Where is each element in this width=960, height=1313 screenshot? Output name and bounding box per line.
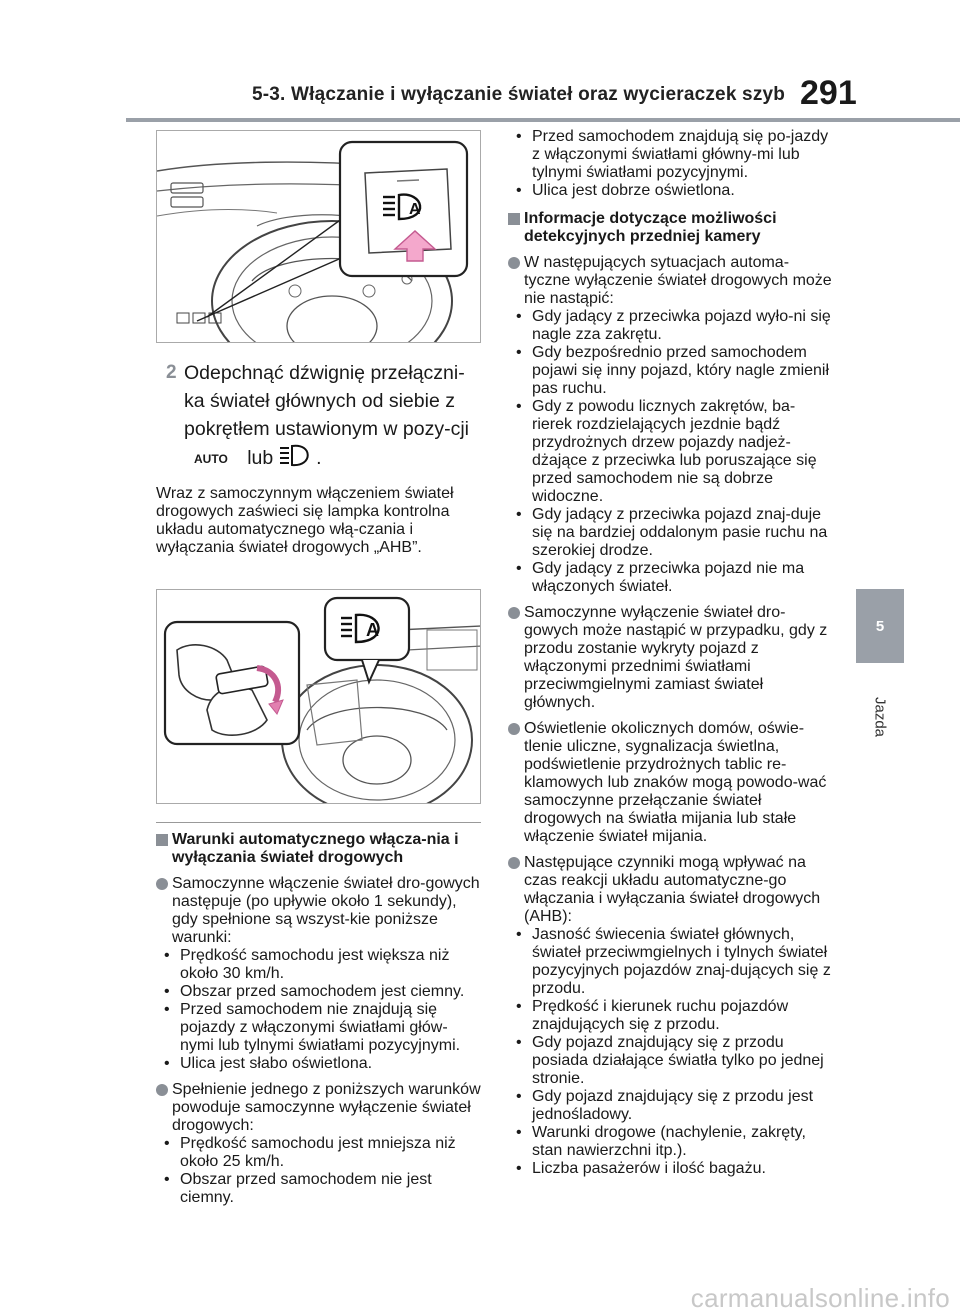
square-bullet-icon [508,213,520,225]
list-item: • Obszar przed samochodem jest ciemny. [156,983,481,1001]
bullet-response-factors [508,854,833,926]
step-2-text: Odepchnąć dźwignię przełączni-ka świateł głównych od siebie z pokrętłem ustawionym w pozy-cji [184,362,470,440]
square-bullet-icon [156,834,168,846]
circle-bullet-icon [508,723,520,735]
list-item: • Gdy pojazd znajdujący się z przodu jest jednośladowy. [508,1088,833,1124]
bullet-text: Samoczynne wyłączenie świateł dro-gowych może nastąpić w przypadku, gdy z przodu zostanie wykryty pojazd z włączonymi przednimi światłami przeciwmgielnymi zamiast świateł głównych. [524,604,828,711]
headlight-icon [279,443,311,475]
list-item: • Prędkość samochodu jest mniejsza niż około 25 km/h. [156,1135,481,1171]
section-header-title: 5-3. Włączanie i wyłączanie świateł oraz wycieraczek szyb [252,84,786,105]
bullet-activation-conditions [156,875,481,947]
chapter-label-container [869,682,891,752]
step-2-end: . [316,447,322,470]
step-2 [156,359,481,475]
list-item: • Obszar przed samochodem nie jest ciemny. [156,1171,481,1207]
figure-dashboard-indicator [156,130,481,343]
list-item: • Gdy jadący z przeciwka pojazd wyło-ni się nagle zza zakrętu. [508,308,833,344]
section-heading-camera [508,210,833,246]
page-number: 291 [800,74,857,112]
bullet-fog-lights [508,604,833,712]
may-not-deactivate-list [508,308,833,596]
section-divider [156,822,481,823]
circle-bullet-icon [508,857,520,869]
bullet-text: Następujące czynniki mogą wpływać na czas reakcji układu automatyczne-go włączania i wyłączania świateł drogowych (AHB): [524,854,821,925]
watermark-text: carmanualsonline.info [690,1283,950,1313]
list-item: • Prędkość samochodu jest większa niż około 30 km/h. [156,947,481,983]
chapter-label: Jazda [871,696,889,738]
deactivation-conditions-list [156,1135,481,1207]
section-heading-conditions [156,831,481,867]
bullet-text: Samoczynne włączenie świateł dro-gowych następuje (po upływie około 1 sekundy), gdy spełnione są wszyst-kie poniższe warunki: [172,875,480,946]
chapter-tab[interactable] [856,589,904,663]
deactivation-conditions-list-continued [508,128,833,200]
bullet-deactivation-conditions [156,1081,481,1135]
auto-position-icon: AUTO [194,452,228,466]
list-item: • Prędkość i kierunek ruchu pojazdów znajdujących się z przodu. [508,998,833,1034]
circle-bullet-icon [508,257,520,269]
list-item: • Przed samochodem znajdują się po-jazdy z włączonymi światłami główny-mi lub tylnymi światłami pozycyjnymi. [508,128,833,182]
circle-bullet-icon [156,1084,168,1096]
list-item: • Gdy pojazd znajdujący się z przodu posiada działające światła tylko po jednej stronie. [508,1034,833,1088]
section-heading-text: Warunki automatycznego włącza-nia i wyłączania świateł drogowych [172,831,459,866]
list-item: • Jasność świecenia świateł głównych, świateł przeciwmgielnych i tylnych świateł pozycyjnych pojazdów znaj-dujących się z przodu. [508,926,833,998]
section-heading-text: Informacje dotyczące możliwości detekcyjnych przedniej kamery [524,210,777,245]
right-column [508,128,833,1178]
figure2-icon-letter: A [366,620,379,640]
header-divider [126,118,960,122]
list-item: • Gdy jadący z przeciwka pojazd nie ma włączonych świateł. [508,560,833,596]
activation-conditions-list [156,947,481,1073]
chapter-number: 5 [875,617,885,635]
circle-bullet-icon [508,607,520,619]
left-column [156,130,481,1207]
list-item: • Warunki drogowe (nachylenie, zakręty, stan nawierzchni itp.). [508,1124,833,1160]
figure-lever-operation [156,589,481,804]
list-item: • Ulica jest dobrze oświetlona. [508,182,833,200]
circle-bullet-icon [156,878,168,890]
list-item: • Liczba pasażerów i ilość bagażu. [508,1160,833,1178]
response-factors-list [508,926,833,1178]
step-2-note: Wraz z samoczynnym włączeniem świateł drogowych zaświeci się lampka kontrolna układu automatycznego włą-czania i wyłączania świateł drogowych „AHB”. [156,485,454,556]
list-item: • Przed samochodem nie znajdują się pojazdy z włączonymi światłami głów-nymi lub tylnymi światłami pozycyjnymi. [156,1001,481,1055]
step-2-or: lub [247,447,274,470]
step-number: 2 [166,362,177,383]
bullet-text: W następujących sytuacjach automa-tyczne wyłączenie świateł drogowych może nie nastąpić: [524,254,832,307]
bullet-text: Spełnienie jednego z poniższych warunków powoduje samoczynne wyłączenie świateł drogowych: [172,1081,481,1134]
list-item: • Ulica jest słabo oświetlona. [156,1055,481,1073]
figure1-icon-letter: A [409,201,421,218]
bullet-may-not-deactivate [508,254,833,308]
list-item: • Gdy z powodu licznych zakrętów, ba-rierek rozdzielających jezdnie bądź przydrożnych drzew pojazdy nadjeż-dżające z przeciwka lub poruszające się przed samochodem nie są dobrze widoczne. [508,398,833,506]
list-item: • Gdy jadący z przeciwka pojazd znaj-duje się na bardziej oddalonym pasie ruchu na szerokiej drodze. [508,506,833,560]
bullet-text: Oświetlenie okolicznych domów, oświe-tlenie uliczne, sygnalizacja świetlna, podświetlenie przydrożnych tablic re-klamowych lub znaków mogą powodo-wać samoczynne przełączanie świateł drogowych na światła mijania lub stałe włączenie świateł mijania. [524,720,827,845]
list-item: • Gdy bezpośrednio przed samochodem pojawi się inny pojazd, który nagle zmienił pas ruchu. [508,344,833,398]
bullet-ambient-lighting [508,720,833,846]
